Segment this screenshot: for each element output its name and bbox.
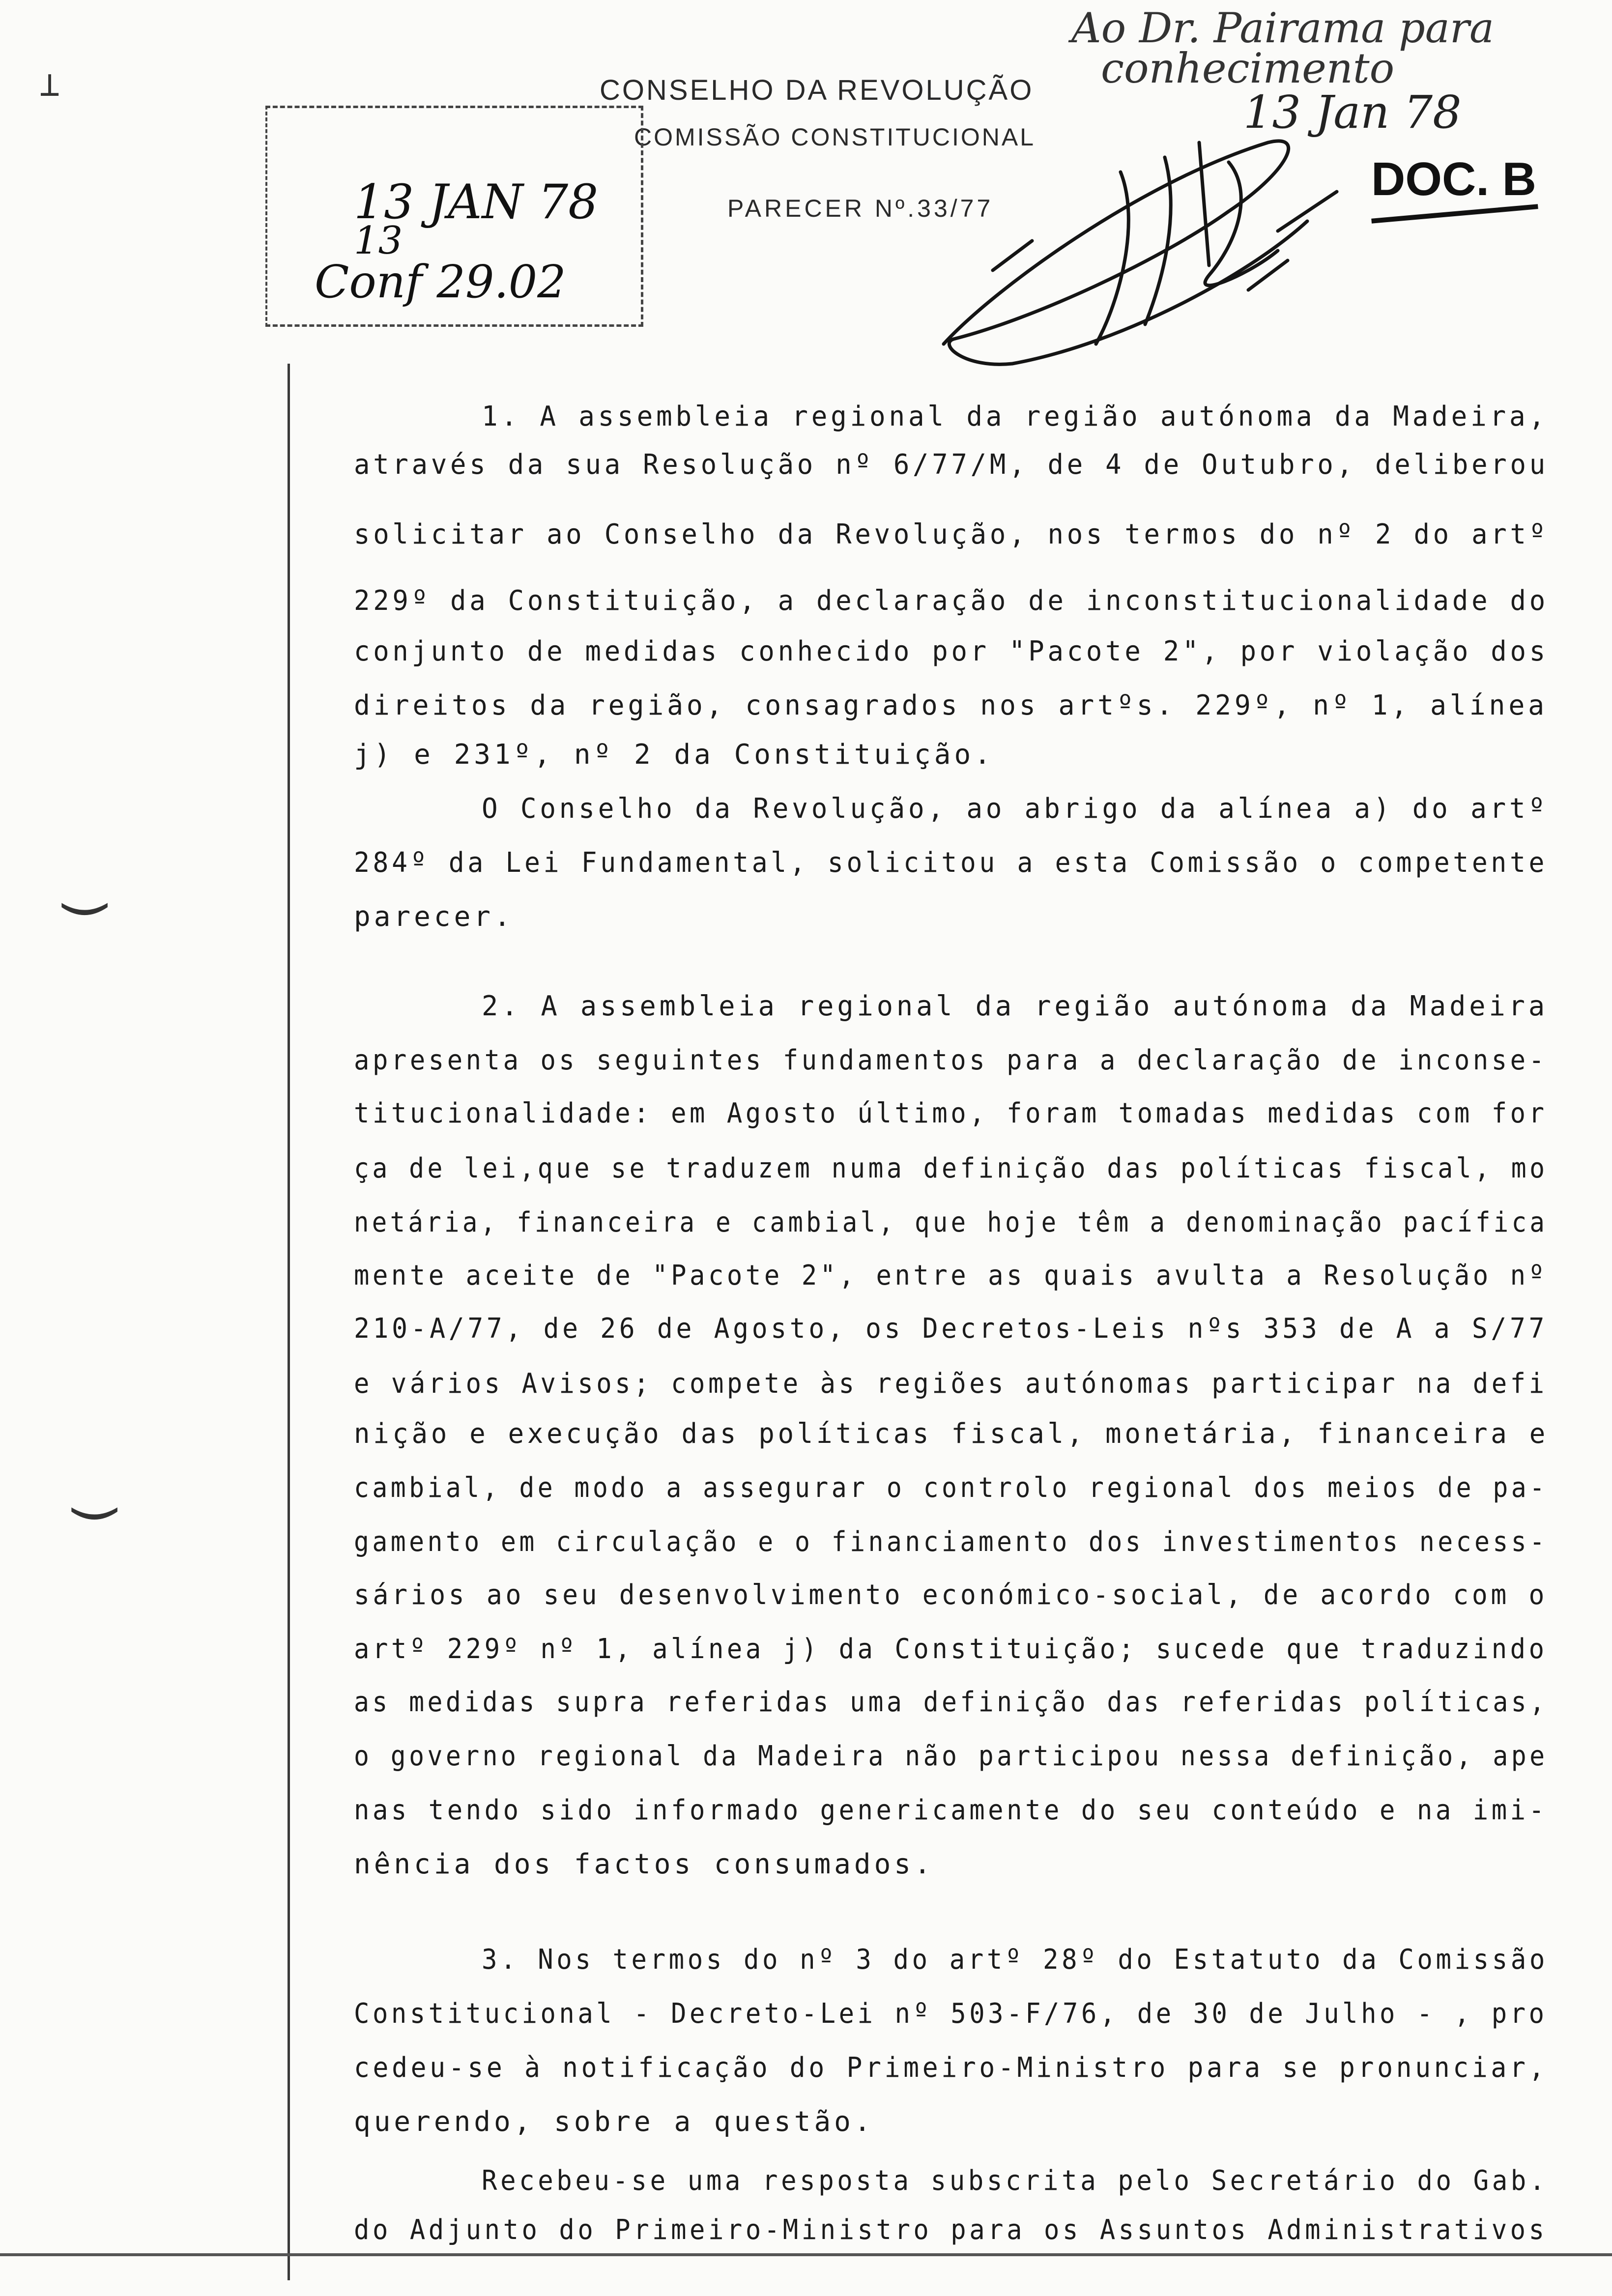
body-line: j) e 231º, nº 2 da Constituição. <box>354 739 994 771</box>
body-line: mente aceite de "Pacote 2", entre as quais avulta a Resolução nº <box>354 1260 1548 1292</box>
document-label-underline <box>1371 204 1538 224</box>
body-line: 210-A/77, de 26 de Agosto, os Decretos-Leis nºs 353 de A a S/77 <box>354 1313 1548 1345</box>
body-line: nas tendo sido informado genericamente do seu conteúdo e na imi- <box>354 1794 1548 1826</box>
document-label: DOC. B <box>1371 153 1536 205</box>
margin-rule <box>288 364 290 2280</box>
body-line: Recebeu-se uma resposta subscrita pelo Secretário do Gab. <box>482 2165 1548 2197</box>
body-line: O Conselho da Revolução, ao abrigo da alínea a) do artº <box>482 793 1548 825</box>
handwritten-note-date: 13 Jan 78 <box>1243 86 1462 139</box>
body-line: cambial, de modo a assegurar o controlo regional dos meios de pa- <box>354 1472 1548 1504</box>
body-line: as medidas supra referidas uma definição das referidas políticas, <box>354 1686 1548 1718</box>
body-line: titucionalidade: em Agosto último, foram tomadas medidas com for <box>354 1097 1548 1129</box>
body-line: 229º da Constituição, a declaração de inconstitucionalidade do <box>354 585 1549 617</box>
body-line: 284º da Lei Fundamental, solicitou a esta Comissão o competente <box>354 847 1548 879</box>
body-line: cedeu-se à notificação do Primeiro-Ministro para se pronunciar, <box>354 2052 1548 2084</box>
body-line: conjunto de medidas conhecido por "Pacote 2", por violação dos <box>354 635 1549 667</box>
body-line: sários ao seu desenvolvimento económico-social, de acordo com o <box>354 1579 1548 1611</box>
body-line: ça de lei,que se traduzem numa definição das políticas fiscal, mo <box>354 1152 1548 1184</box>
body-line: o governo regional da Madeira não participou nessa definição, ape <box>354 1740 1548 1772</box>
organization-heading: CONSELHO DA REVOLUÇÃO <box>600 74 1034 106</box>
body-line: artº 229º nº 1, alínea j) da Constituição; sucede que traduzindo <box>354 1633 1548 1665</box>
body-line: querendo, sobre a questão. <box>354 2106 874 2138</box>
body-line: nição e execução das políticas fiscal, monetária, financeira e <box>354 1418 1549 1450</box>
bottom-rule <box>0 2253 1612 2256</box>
body-line: parecer. <box>354 901 514 933</box>
body-line: do Adjunto do Primeiro-Ministro para os Assuntos Administrativos <box>354 2214 1548 2246</box>
body-line: netária, financeira e cambial, que hoje têm a denominação pacífica <box>354 1206 1548 1238</box>
body-line: 3. Nos termos do nº 3 do artº 28º do Estatuto da Comissão <box>482 1944 1548 1976</box>
body-line: nência dos factos consumados. <box>354 1848 934 1880</box>
body-line: e vários Avisos; compete às regiões autónomas participar na defi <box>354 1368 1548 1400</box>
body-line: Constitucional - Decreto-Lei nº 503-F/76, de 30 de Julho - , pro <box>354 1998 1548 2030</box>
stamp-number: 13 <box>354 219 403 263</box>
stamp-conference: Conf 29.02 <box>315 256 566 308</box>
body-line: direitos da região, consagrados nos artºs. 229º, nº 1, alínea <box>354 689 1548 721</box>
signature <box>934 113 1376 388</box>
stamp-date: 13 JAN 78 <box>354 174 599 230</box>
handwritten-note-line1: Ao Dr. Pairama para <box>1071 4 1495 52</box>
body-line: solicitar ao Conselho da Revolução, nos termos do nº 2 do artº <box>354 518 1549 550</box>
body-line: através da sua Resolução nº 6/77/M, de 4 de Outubro, deliberou <box>354 449 1549 481</box>
department-heading: COMISSÃO CONSTITUCIONAL <box>634 123 1036 151</box>
body-line: 2. A assembleia regional da região autónoma da Madeira <box>482 990 1549 1022</box>
margin-bracket: ‿ <box>64 835 106 916</box>
handwritten-note-line2: conhecimento <box>1101 44 1395 92</box>
margin-bracket: ‿ <box>74 1440 115 1520</box>
body-line: apresenta os seguintes fundamentos para a declaração de inconse- <box>354 1044 1548 1076</box>
body-line: gamento em circulação e o financiamento dos investimentos necess- <box>354 1526 1548 1558</box>
margin-mark: ⊥ <box>39 64 60 104</box>
body-line: 1. A assembleia regional da região autónoma da Madeira, <box>482 401 1548 432</box>
opinion-number: PARECER Nº.33/77 <box>727 195 994 222</box>
